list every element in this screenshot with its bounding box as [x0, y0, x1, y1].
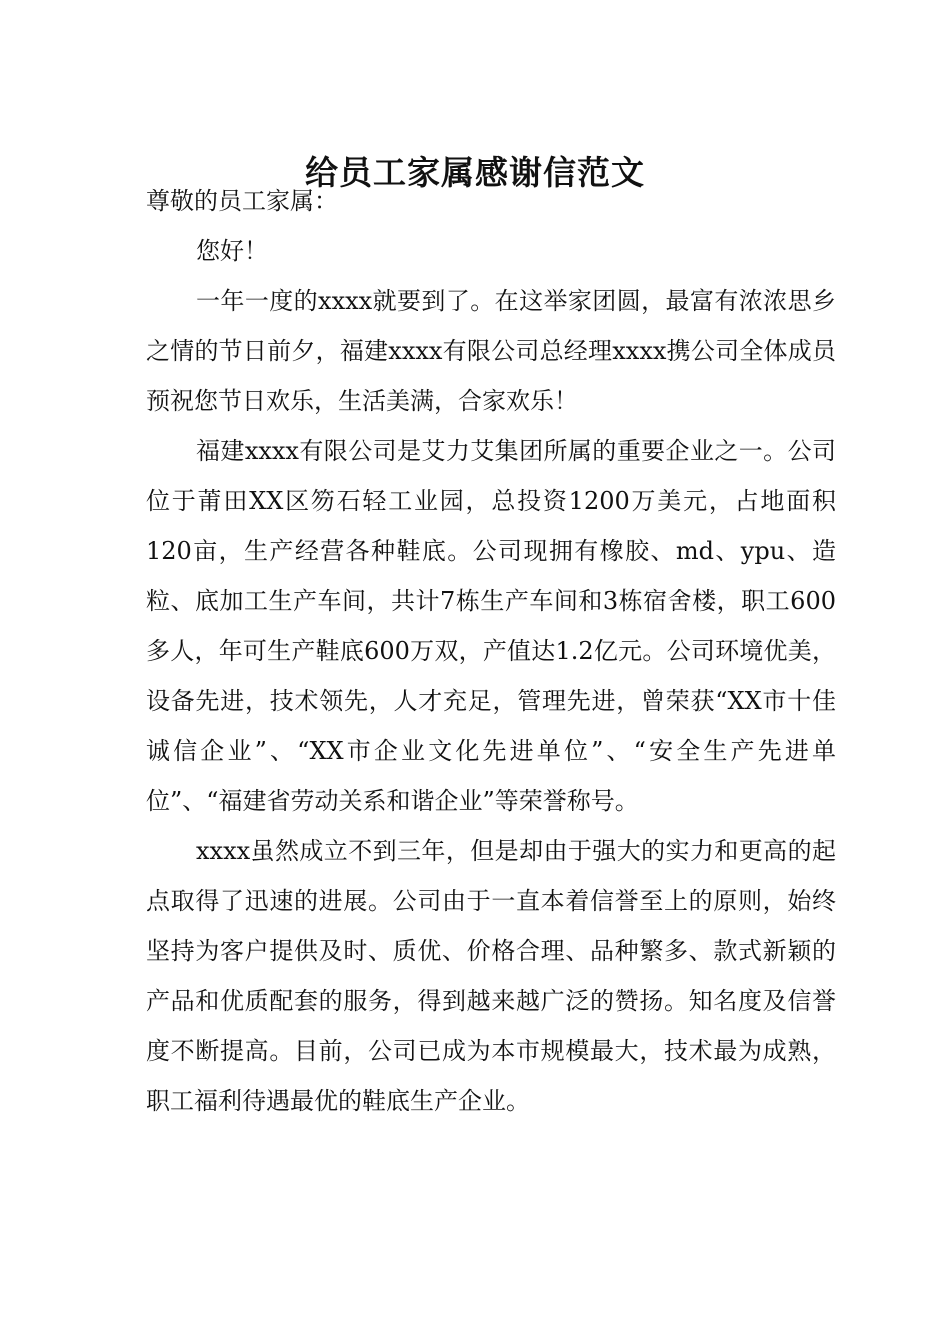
letter-body	[146, 176, 836, 1126]
company-intro-paragraph: 福建xxxx有限公司是艾力艾集团所属的重要企业之一。公司位于莆田XX区笏石轻工业园，总投资1200万美元，占地面积120亩，生产经营各种鞋底。公司现拥有橡胶、md、ypu、造粒、底加工生产车间，共计7栋生产车间和3栋宿舍楼，职工600多人，年可生产鞋底600万双，产值达1.2亿元。公司环境优美，设备先进，技术领先，人才充足，管理先进，曾荣获“XX市十佳诚信企业”、“XX市企业文化先进单位”、“安全生产先进单位”、“福建省劳动关系和谐企业”等荣誉称号。	[146, 437, 836, 815]
company-progress-paragraph: xxxx虽然成立不到三年，但是却由于强大的实力和更高的起点取得了迅速的进展。公司由于一直本着信誉至上的原则，始终坚持为客户提供及时、质优、价格合理、品种繁多、款式新颖的产品和优质配套的服务，得到越来越广泛的赞扬。知名度及信誉度不断提高。目前，公司已成为本市规模最大，技术最为成熟，职工福利待遇最优的鞋底生产企业。	[146, 837, 836, 1115]
greeting-paragraph: 您好！	[196, 237, 268, 265]
salutation: 尊敬的员工家属：	[146, 187, 338, 215]
document-title: 给员工家属感谢信范文	[305, 153, 645, 193]
holiday-wishes-paragraph: 一年一度的xxxx就要到了。在这举家团圆，最富有浓浓思乡之情的节日前夕，福建xxxx有限公司总经理xxxx携公司全体成员预祝您节日欢乐，生活美满，合家欢乐！	[146, 287, 836, 415]
